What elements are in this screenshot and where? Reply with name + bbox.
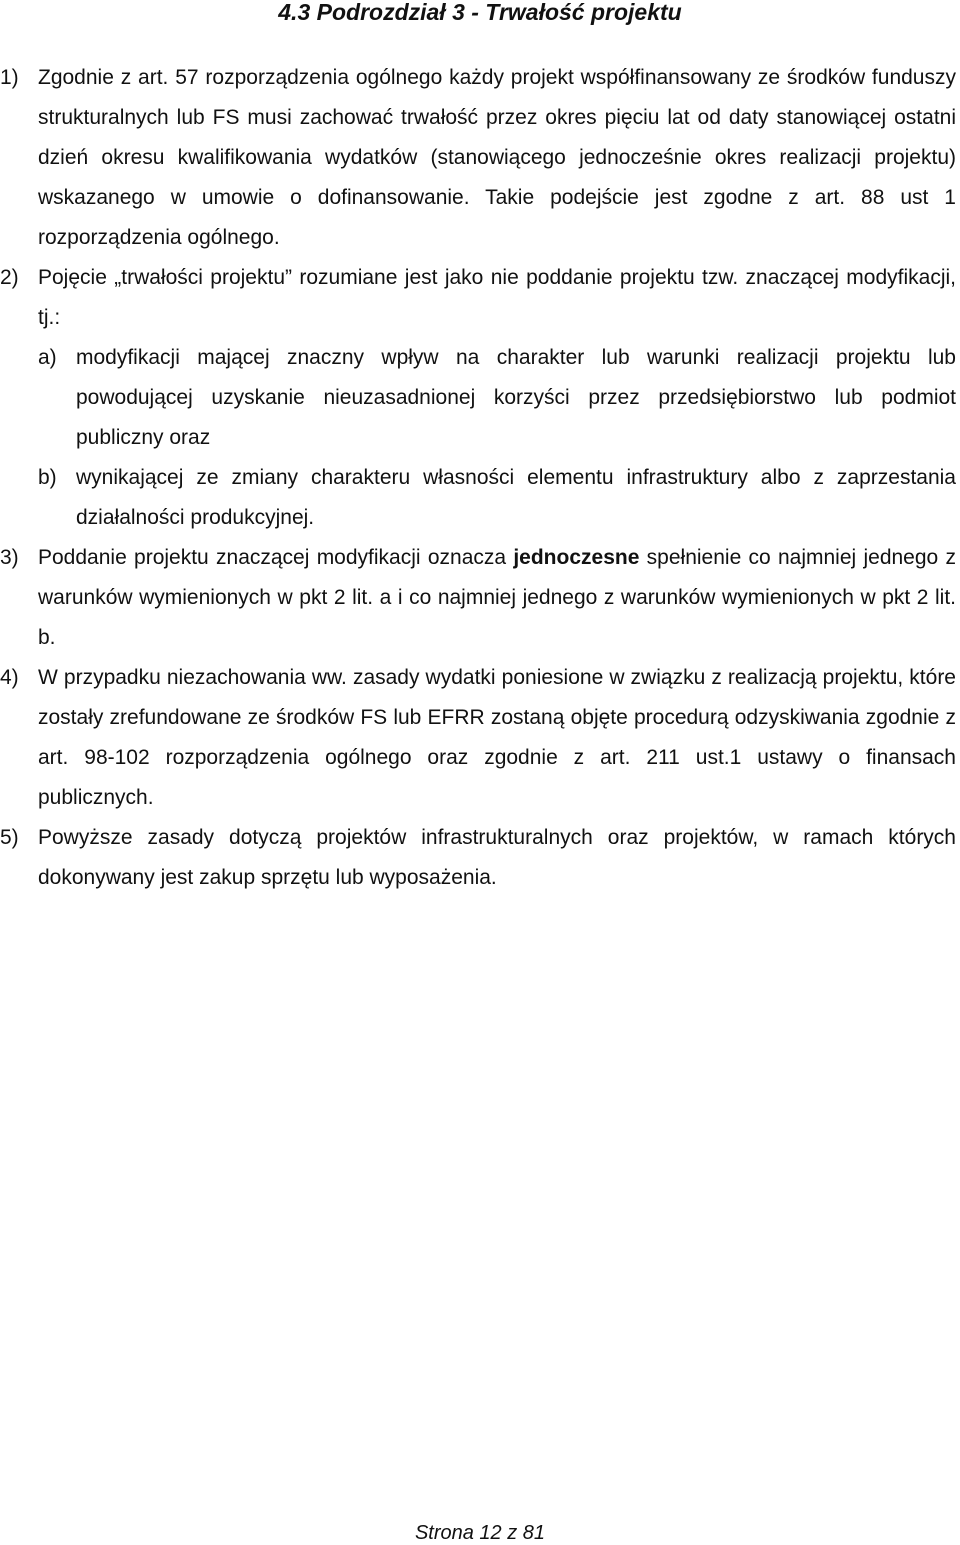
list-item-text: Pojęcie „trwałości projektu” rozumiane jest jako nie poddanie projektu tzw. znaczącej modyfikacji, tj.: xyxy=(38,266,956,329)
page-number: Strona 12 z 81 xyxy=(414,1522,546,1544)
sub-item-letter: b) xyxy=(38,466,57,489)
text-run: Poddanie projektu znaczącej modyfikacji oznacza xyxy=(38,546,514,569)
sub-item-b xyxy=(0,458,960,538)
list-item-text: Powyższe zasady dotyczą projektów infrastrukturalnych oraz projektów, w ramach których dokonywany jest zakup sprzętu lub wyposażenia. xyxy=(38,826,956,889)
list-item-text: Zgodnie z art. 57 rozporządzenia ogólnego każdy projekt współfinansowany ze środków funduszy strukturalnych lub FS musi zachować trwałość przez okres pięciu lat od daty stanowiącej ostatni dzień okresu kwalifikowania wydatków (stanowiącego jednocześnie okres realizacji projektu) wskazanego w umowie o dofinansowanie. Takie podejście jest zgodne z art. 88 ust 1 rozporządzenia ogólnego. xyxy=(38,66,956,249)
list-item-number: 5) xyxy=(0,826,19,849)
sub-item-text: modyfikacji mającej znaczny wpływ na charakter lub warunki realizacji projektu lub powodującej uzyskanie nieuzasadnionej korzyści przez przedsiębiorstwo lub podmiot publiczny oraz xyxy=(76,346,956,449)
sub-item-text: wynikającej ze zmiany charakteru własności elementu infrastruktury albo z zaprzestania działalności produkcyjnej. xyxy=(76,466,956,529)
list-item-5 xyxy=(0,818,960,898)
list-item-2 xyxy=(0,258,960,338)
bold-emphasis: jednoczesne xyxy=(513,546,640,569)
text-run: spełnienie co najmniej jednego z warunków wymienionych w pkt 2 lit. a i co najmniej jednego z warunków wymienionych w pkt 2 lit. b. xyxy=(38,546,957,649)
list-item-text xyxy=(38,538,956,658)
list-item-number: 3) xyxy=(0,546,19,569)
list-item-3 xyxy=(0,538,960,658)
sub-item-a xyxy=(0,338,960,458)
list-item-number: 4) xyxy=(0,666,19,689)
document-body xyxy=(0,58,960,898)
section-title: 4.3 Podrozdział 3 - Trwałość projektu xyxy=(278,0,682,25)
list-item-4 xyxy=(0,658,960,818)
list-item-1 xyxy=(0,58,960,258)
list-item-number: 2) xyxy=(0,266,19,289)
list-item-number: 1) xyxy=(0,66,19,89)
sub-item-letter: a) xyxy=(38,346,57,369)
list-item-text: W przypadku niezachowania ww. zasady wydatki poniesione w związku z realizacją projektu, które zostały zrefundowane ze środków FS lub EFRR zostaną objęte procedurą odzyskiwania zgodnie z art. 98-102 rozporządzenia ogólnego oraz zgodnie z art. 211 ust.1 ustawy o finansach publicznych. xyxy=(38,666,956,809)
